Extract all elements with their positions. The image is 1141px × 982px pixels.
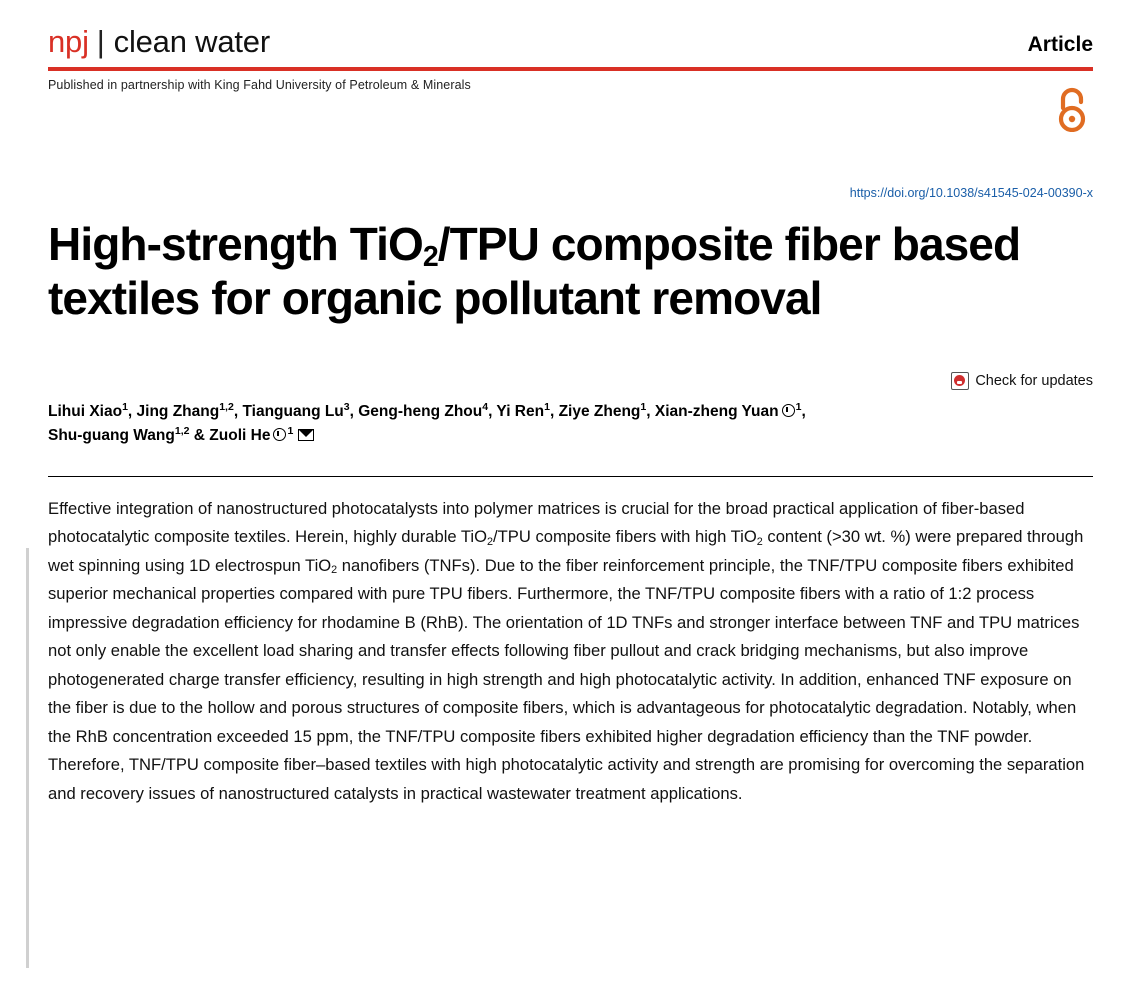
author-line-2-tail: 1 (287, 424, 294, 437)
doi-link[interactable]: https://doi.org/10.1038/s41545-024-00390-x (849, 186, 1093, 200)
partner-row (48, 78, 1093, 132)
check-for-updates-label: Check for updates (975, 372, 1093, 389)
margin-rule (26, 548, 29, 968)
open-access-icon (1055, 86, 1089, 132)
abstract-seg-1: Effective integration of nanostructured photocatalysts into polymer matrices is crucial for the broad practical application of fiber-based photocatalytic composite textiles. Herein, highly durable TiO (48, 498, 1025, 547)
partner-statement: Published in partnership with King Fahd University of Petroleum & Minerals (48, 78, 471, 92)
masthead-red-rule (48, 67, 1093, 71)
abstract-sub-2: 2 (756, 535, 763, 548)
orcid-icon[interactable] (782, 404, 795, 417)
article-type-label: Article (1027, 33, 1093, 56)
corresponding-author-email-icon[interactable] (298, 429, 314, 441)
crossmark-badge-icon (951, 372, 969, 390)
abstract-seg-2: /TPU composite fibers with high TiO (493, 527, 757, 547)
doi-row (48, 184, 1093, 202)
abstract-seg-3: content (>30 wt. %) were prepared through wet spinning using 1D electrospun TiO (48, 527, 1084, 575)
author-line-1: Lihui Xiao$^1$, Jing Zhang$^{1,2}$, Tianguang Lu$^3$, Geng-heng Zhou$^4$, Yi Ren$^1$, Ziye Zheng$^1$, Xian-zheng Yuan (48, 400, 779, 420)
author-line-1-tail: $^1$, (795, 400, 806, 420)
check-for-updates[interactable] (48, 372, 1093, 390)
journal-name: clean water (113, 24, 270, 59)
page-title (48, 218, 1068, 326)
author-line-2: Shu-guang Wang$^{1,2}$ & Zuoli He (48, 424, 271, 444)
abstract-divider (48, 476, 1093, 477)
abstract-sub-1: 2 (487, 535, 494, 548)
title-part-1: High-strength TiO (48, 218, 423, 270)
author-list (48, 400, 1093, 448)
abstract-text (48, 495, 1093, 809)
journal-separator: | (96, 24, 105, 59)
journal-prefix: npj (48, 24, 89, 59)
masthead (48, 0, 1093, 57)
title-part-2: /TPU composite fiber based textiles for organic pollutant removal (48, 218, 1021, 324)
journal-logo (48, 26, 270, 57)
abstract-seg-4: nanofibers (TNFs). Due to the fiber reinforcement principle, the TNF/TPU composite fibers exhibited superior mechanical properties compared with pure TPU fibers. Furthermore, the TNF/TPU composite fibers with a ratio of 1:2 process impressive degradation efficiency for rhodamine B (RhB). The orientation of 1D TNFs and stronger interface between TNF and TPU matrices not only enable the excellent load sharing and transfer effects following fiber pullout and crack bridging mechanisms, but also improve photogenerated charge transfer efficiency, resulting in high strength and high photocatalytic activity. In addition, enhanced TNF exposure on the fiber is due to the hollow and porous structures of composite fibers, which is advantageous for photocatalytic degradation. Notably, when the RhB concentration exceeded 15 ppm, the TNF/TPU composite fibers exhibited higher degradation efficiency than the TNF powder. Therefore, TNF/TPU composite fiber–based textiles with high photocatalytic activity and strength are promising for overcoming the separation and recovery issues of nanostructured catalysts in practical wastewater treatment applications. (48, 555, 1085, 803)
title-subscript: 2 (422, 241, 438, 274)
abstract-sub-3: 2 (331, 564, 338, 577)
orcid-icon[interactable] (273, 428, 286, 441)
